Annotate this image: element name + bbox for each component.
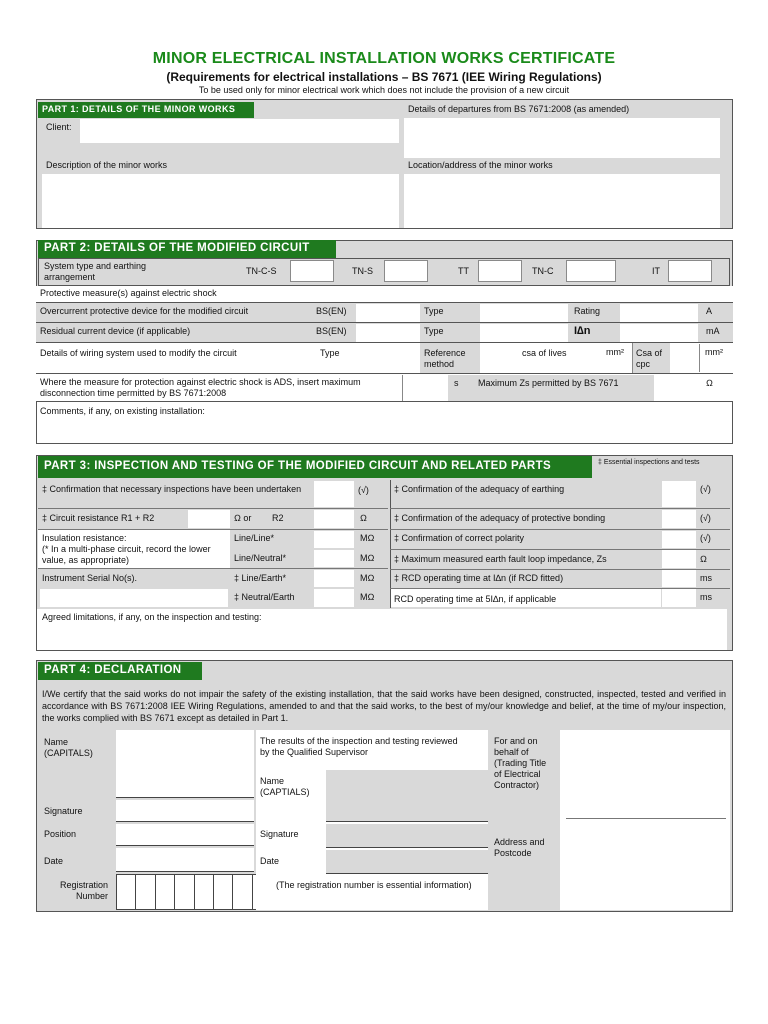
- earthing-field[interactable]: [662, 481, 696, 507]
- r1r2-field[interactable]: [188, 510, 230, 528]
- declaration-text: I/We certify that the said works do not impair the safety of the existing installation, that the said works have been designed, constructed, inspected, tested and verified in accordance with BS 7671:2008 IEE Wiring Regulations, amended to and that the said works, to the best of my/our knowledge and belief, at the time of my/our inspection, the works complied with BS 7671 except as detailed in Part 1.: [42, 689, 726, 723]
- confirm-inspections-tick: (√): [358, 485, 369, 495]
- line-neutral-field[interactable]: [314, 550, 354, 567]
- certificate-subtitle: (Requirements for electrical installations – BS 7671 (IEE Wiring Regulations): [166, 70, 602, 84]
- contractor-field[interactable]: [560, 730, 730, 910]
- part3-heading: PART 3: INSPECTION AND TESTING OF THE MODIFIED CIRCUIT AND RELATED PARTS: [38, 456, 592, 478]
- serial-label: Instrument Serial No(s).: [42, 573, 138, 583]
- polarity-label: ‡ Confirmation of correct polarity: [394, 533, 525, 543]
- signature-field[interactable]: [116, 800, 254, 822]
- zs-field[interactable]: [662, 550, 696, 568]
- date-label: Date: [44, 856, 64, 866]
- qs-signature-field[interactable]: [326, 824, 488, 848]
- name-captials-label: Name (CAPTIALS): [260, 776, 310, 797]
- csa-cpc-label: Csa of cpc: [636, 348, 663, 369]
- protective-measures-label: Protective measure(s) against electric shock: [40, 288, 217, 298]
- confirm-inspections-label: ‡ Confirmation that necessary inspections have been undertaken: [42, 484, 302, 494]
- ads-s-unit: s: [454, 378, 459, 388]
- name-field[interactable]: [116, 730, 254, 798]
- limitations-label: Agreed limitations, if any, on the inspection and testing:: [42, 612, 262, 622]
- serial-field[interactable]: [40, 589, 228, 607]
- tncs-box[interactable]: [290, 260, 334, 282]
- reg-number-label: Registration Number: [59, 880, 108, 901]
- line-neutral-label: Line/Neutral*: [234, 553, 287, 563]
- insulation-label: Insulation resistance:: [42, 533, 127, 543]
- qs-date-field[interactable]: [326, 850, 488, 874]
- csa-cpc-field[interactable]: [670, 344, 700, 372]
- r2-field[interactable]: [314, 510, 354, 528]
- bonding-label: ‡ Confirmation of the adequacy of protective bonding: [394, 513, 606, 523]
- behalf-label: For and on behalf of (Trading Title of Electrical Contractor): [494, 736, 547, 790]
- departures-field[interactable]: [404, 118, 720, 158]
- neutral-earth-label: ‡ Neutral/Earth: [234, 592, 295, 602]
- reg-note: (The registration number is essential information): [276, 880, 472, 890]
- earthing-tick: (√): [700, 484, 711, 494]
- position-label: Position: [44, 829, 77, 839]
- multiphase-note: (* In a multi-phase circuit, record the lower value, as appropriate): [42, 544, 211, 565]
- ads-field[interactable]: [402, 375, 448, 401]
- ref-method-label: Reference method: [424, 348, 466, 369]
- neutral-earth-unit: MΩ: [360, 592, 375, 602]
- qs-signature-label: Signature: [260, 829, 299, 839]
- essential-note: ‡ Essential inspections and tests: [598, 459, 700, 466]
- qs-name-field[interactable]: [326, 770, 488, 822]
- confirm-inspections-field[interactable]: [314, 481, 354, 507]
- tnc-box[interactable]: [566, 260, 616, 282]
- line-earth-field[interactable]: [314, 570, 354, 587]
- ocpd-bsen-field[interactable]: [356, 304, 420, 322]
- it-box[interactable]: [668, 260, 712, 282]
- client-label: Client:: [46, 122, 72, 132]
- address-label: Address and Postcode: [494, 837, 545, 858]
- ocpd-label: Overcurrent protective device for the modified circuit: [40, 306, 249, 316]
- rcd-time5-unit: ms: [700, 592, 712, 602]
- certificate-title: MINOR ELECTRICAL INSTALLATION WORKS CERTIFICATE: [152, 50, 616, 67]
- earthing-label: ‡ Confirmation of the adequacy of earthing: [394, 484, 565, 494]
- line-line-field[interactable]: [314, 531, 354, 548]
- signature-label: Signature: [44, 806, 83, 816]
- circuit-resistance-label: ‡ Circuit resistance R1 + R2: [42, 513, 155, 523]
- reg-number-boxes[interactable]: [116, 874, 272, 910]
- rcd-time-unit: ms: [700, 573, 712, 583]
- description-label: Description of the minor works: [46, 160, 168, 170]
- bonding-field[interactable]: [662, 510, 696, 528]
- tns-box[interactable]: [384, 260, 428, 282]
- contractor-divider: [566, 818, 726, 819]
- date-field[interactable]: [116, 848, 254, 872]
- line-earth-unit: MΩ: [360, 573, 375, 583]
- neutral-earth-field[interactable]: [314, 589, 354, 607]
- line-neutral-unit: MΩ: [360, 553, 375, 563]
- zs-unit: Ω: [700, 554, 707, 564]
- polarity-tick: (√): [700, 533, 711, 543]
- comments-label: Comments, if any, on existing installation:: [40, 406, 205, 416]
- name-capitals-label: Name (CAPITALS): [44, 737, 93, 758]
- location-field[interactable]: [404, 174, 720, 228]
- csa-cpc-unit: mm²: [705, 347, 723, 357]
- csa-lives-unit: mm²: [606, 347, 624, 357]
- bonding-tick: (√): [700, 513, 711, 523]
- wiring-type-label: Type: [320, 348, 340, 358]
- description-field[interactable]: [42, 174, 399, 228]
- line-earth-label: ‡ Line/Earth*: [234, 573, 287, 583]
- ocpd-amp-unit: A: [706, 306, 713, 316]
- ads-label: Where the measure for protection against electric shock is ADS, insert maximum disconnection time permitted by BS 7671:2008: [40, 377, 361, 398]
- line-line-unit: MΩ: [360, 533, 375, 543]
- line-line-label: Line/Line*: [234, 533, 275, 543]
- part4-heading: PART 4: DECLARATION: [38, 662, 202, 680]
- departures-label: Details of departures from BS 7671:2008 (as amended): [408, 104, 630, 114]
- divider: [390, 529, 730, 530]
- ocpd-rating-field[interactable]: [620, 304, 698, 322]
- rcd-time5-label: RCD operating time at 5I∆n, if applicable: [394, 594, 557, 604]
- wiring-label: Details of wiring system used to modify the circuit: [40, 348, 237, 358]
- divider: [38, 508, 388, 509]
- certificate-note: To be used only for minor electrical work which does not include the provision of a new circuit: [198, 85, 570, 95]
- option-tns: TN-S: [352, 266, 373, 276]
- ocpd-type-label: Type: [424, 306, 444, 316]
- max-zs-label: Maximum Zs permitted by BS 7671: [478, 378, 619, 388]
- zs-label: ‡ Maximum measured earth fault loop impedance, Zs: [394, 554, 607, 564]
- max-zs-field[interactable]: [656, 375, 700, 401]
- location-label: Location/address of the minor works: [408, 160, 553, 170]
- r2-label: R2: [272, 513, 284, 523]
- polarity-field[interactable]: [662, 531, 696, 548]
- qs-date-label: Date: [260, 856, 280, 866]
- rcd-time-label: ‡ RCD operating time at I∆n (if RCD fitted): [394, 573, 564, 583]
- ocpd-rating-label: Rating: [574, 306, 601, 316]
- rcd-idn-field[interactable]: [620, 324, 698, 342]
- part2-heading: PART 2: DETAILS OF THE MODIFIED CIRCUIT: [38, 240, 336, 258]
- system-type-label: System type and earthing arrangement: [44, 261, 147, 282]
- option-tt: TT: [458, 266, 469, 276]
- position-field[interactable]: [116, 824, 254, 846]
- divider: [38, 568, 388, 569]
- ocpd-type-field[interactable]: [480, 304, 568, 322]
- rcd-type-field[interactable]: [480, 324, 568, 342]
- protective-measures-field[interactable]: [262, 286, 730, 302]
- divider: [390, 508, 730, 509]
- rcd-bsen-label: BS(EN): [316, 326, 347, 336]
- ocpd-bsen-label: BS(EN): [316, 306, 347, 316]
- rcd-label: Residual current device (if applicable): [40, 326, 191, 336]
- part1-heading: PART 1: DETAILS OF THE MINOR WORKS: [38, 102, 254, 118]
- rcd-type-label: Type: [424, 326, 444, 336]
- option-tnc: TN-C: [532, 266, 554, 276]
- csa-lives-label: csa of lives: [522, 348, 567, 358]
- rcd-ma-unit: mA: [706, 326, 720, 336]
- rcd-time-field[interactable]: [662, 570, 696, 587]
- max-zs-unit: Ω: [706, 378, 713, 388]
- option-tncs: TN-C-S: [246, 266, 277, 276]
- rcd-idn-label: I∆n: [574, 325, 591, 337]
- rcd-time5-field[interactable]: [662, 589, 696, 607]
- r2-ohm-unit: Ω: [360, 513, 367, 523]
- ohm-or-label: Ω or: [234, 513, 252, 523]
- option-it: IT: [652, 266, 660, 276]
- tt-box[interactable]: [478, 260, 522, 282]
- rcd-bsen-field[interactable]: [356, 324, 420, 342]
- client-field[interactable]: [80, 119, 399, 143]
- reviewed-label: The results of the inspection and testing reviewed by the Qualified Supervisor: [260, 736, 458, 757]
